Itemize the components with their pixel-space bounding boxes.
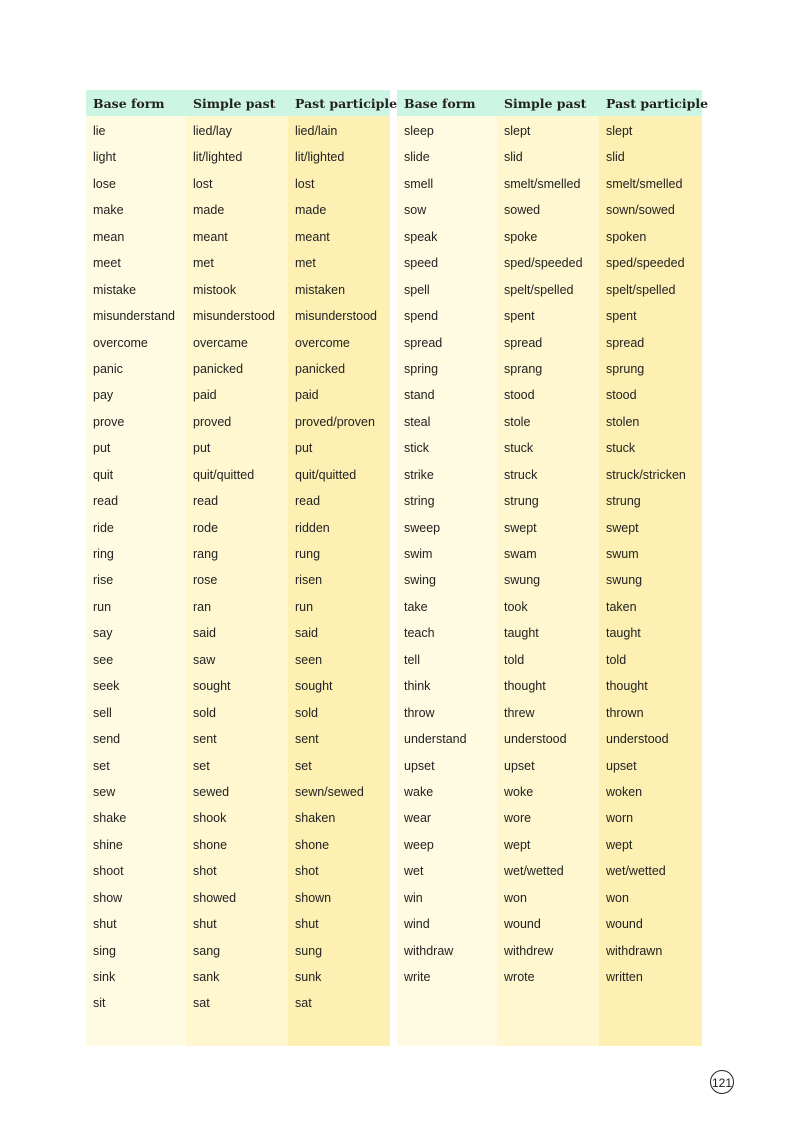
table-cell: prove [93, 414, 125, 429]
table-cell: smell [404, 176, 434, 191]
table-cell: shake [93, 811, 127, 826]
table-cell: swung [606, 573, 643, 588]
table-cell: thought [606, 679, 648, 694]
table-cell: misunderstood [295, 309, 377, 324]
table-cell: lied/lain [295, 124, 338, 138]
table-cell: stolen [606, 414, 640, 429]
table-cell: met [193, 256, 214, 271]
table-cell: made [295, 203, 327, 218]
table-cell: mistaken [295, 282, 346, 297]
table-cell: taught [606, 626, 641, 641]
table-cell: stood [606, 388, 637, 403]
table-cell: saw [193, 652, 216, 667]
table-cell: strung [504, 494, 539, 509]
column-base-form [86, 90, 186, 1046]
table-cell: sung [295, 943, 323, 958]
table-cell: told [606, 652, 627, 667]
table-cell: taught [504, 626, 539, 641]
table-cell: strung [606, 494, 641, 509]
table-cell: spent [606, 309, 637, 324]
table-cell: rode [193, 520, 219, 535]
table-cell: swing [404, 573, 436, 588]
table-cell: proved [193, 414, 232, 429]
table-cell: sown/sowed [606, 203, 675, 218]
table-cell: struck/stricken [606, 467, 686, 482]
table-cell: sink [93, 970, 116, 984]
table-cell: upset [606, 758, 637, 773]
table-cell: woken [606, 784, 643, 799]
table-cell: win [404, 890, 423, 905]
table-cell: misunderstood [193, 309, 275, 324]
table-cell: run [93, 599, 112, 614]
table-cell: seek [93, 679, 120, 694]
table-cell: stuck [606, 441, 636, 456]
header-simple-past: Simple past [186, 90, 288, 116]
table-cell: sped/speeded [606, 256, 685, 271]
table-cell: stole [504, 414, 531, 429]
table-cell: ring [93, 547, 114, 561]
table-cell: slid [606, 150, 625, 165]
table-cell: rose [193, 573, 218, 588]
table-cell: smelt/smelled [606, 176, 683, 191]
table-cell: shown [295, 890, 332, 905]
header-base-form: Base form [397, 90, 497, 116]
table-cell: write [404, 970, 431, 984]
table-cell: wet [404, 864, 424, 879]
table-cell: set [193, 758, 210, 773]
table-cell: wore [504, 811, 532, 826]
table-cell: withdrawn [606, 943, 663, 958]
table-cell: woke [504, 784, 534, 799]
table-cell: spring [404, 361, 439, 376]
table-cell: sow [404, 203, 427, 218]
table-cell: stand [404, 388, 435, 403]
table-cell: rung [295, 547, 321, 561]
table-cell: read [193, 494, 219, 509]
table-cell: said [295, 626, 318, 641]
table-cell: sweep [404, 520, 441, 535]
table-cell: struck [504, 467, 538, 482]
table-cell: understood [606, 732, 669, 747]
table-cell: string [404, 494, 435, 509]
table-cell: slid [504, 150, 523, 165]
table-cell: wound [606, 917, 643, 932]
table-cell: thought [504, 679, 546, 694]
header-base-form: Base form [86, 90, 186, 116]
table-cell: lit/lighted [193, 150, 243, 165]
table-cell: understand [404, 732, 467, 747]
table-cell: ran [193, 599, 212, 614]
table-cell: swim [404, 547, 433, 561]
verb-table-right [397, 90, 709, 1046]
table-cell: stuck [504, 441, 534, 456]
table-cell: withdrew [504, 943, 554, 958]
table-cell: lost [193, 176, 213, 191]
table-cell: rang [193, 547, 219, 561]
table-cell: spelt/spelled [504, 282, 574, 297]
table-cell: shot [193, 864, 217, 879]
table-cell: sold [295, 705, 318, 720]
header-past-participle: Past participle [288, 90, 390, 116]
table-cell: spread [606, 335, 645, 350]
table-cell: lost [295, 176, 315, 191]
column-past-participle [288, 90, 398, 1046]
table-cell: ride [93, 520, 114, 535]
table-cell: wet/wetted [504, 864, 564, 879]
table-cell: sprung [606, 361, 645, 376]
table-cell: threw [504, 705, 535, 720]
table-cell: shut [193, 917, 217, 932]
table-cell: met [295, 256, 316, 271]
table-cell: panicked [193, 361, 244, 376]
table-cell: sleep [404, 124, 434, 138]
table-cell: weep [404, 837, 434, 852]
table-cell: meant [193, 229, 228, 244]
table-cell: pay [93, 388, 114, 403]
table-cell: shone [295, 837, 330, 852]
table-cell: swept [504, 520, 537, 535]
table-cell: run [295, 599, 314, 614]
table-cell: swept [606, 520, 639, 535]
table-cell: set [295, 758, 312, 773]
table-cell: read [93, 494, 119, 509]
page-number: 121 [710, 1070, 734, 1094]
table-cell: shaken [295, 811, 336, 826]
table-cell: proved/proven [295, 414, 375, 429]
table-cell: sprang [504, 361, 543, 376]
table-cell: spelt/spelled [606, 282, 676, 297]
table-cell: mistook [193, 282, 237, 297]
column-simple-past [186, 90, 288, 1046]
header-past-participle: Past participle [599, 90, 702, 116]
table-cell: mean [93, 229, 125, 244]
table-cell: wake [404, 784, 434, 799]
table-cell: meant [295, 229, 330, 244]
table-cell: throw [404, 705, 435, 720]
table-cell: quit [93, 467, 114, 482]
table-cell: wind [404, 917, 430, 932]
table-cell: slept [606, 124, 633, 138]
table-cell: sing [93, 943, 116, 958]
table-cell: wound [504, 917, 541, 932]
table-cell: lit/lighted [295, 150, 345, 165]
table-cell: sew [93, 784, 116, 799]
table-cell: speed [404, 256, 439, 271]
table-cell: shot [295, 864, 319, 879]
table-cell: make [93, 203, 124, 218]
table-cell: wrote [504, 970, 535, 984]
table-cell: written [606, 970, 643, 984]
table-cell: sit [93, 996, 106, 1011]
table-cell: steal [404, 414, 431, 429]
table-cell: slept [504, 124, 531, 138]
column-base-form [397, 90, 497, 1046]
table-cell: spend [404, 309, 439, 324]
table-cell: wept [606, 837, 633, 852]
table-cell: stood [504, 388, 535, 403]
table-cell: spell [404, 282, 430, 297]
table-cell: tell [404, 652, 420, 667]
table-cell: shone [193, 837, 228, 852]
table-cell: spent [504, 309, 535, 324]
table-cell: showed [193, 890, 237, 905]
table-cell: light [93, 150, 116, 165]
table-cell: overcome [93, 335, 148, 350]
table-cell: sent [295, 732, 319, 747]
table-cell: send [93, 732, 121, 747]
table-cell: took [504, 599, 528, 614]
table-cell: rise [93, 573, 114, 588]
header-simple-past: Simple past [497, 90, 599, 116]
table-cell: sewn/sewed [295, 784, 364, 799]
table-cell: mistake [93, 282, 137, 297]
table-cell: stick [404, 441, 429, 456]
table-cell: swum [606, 547, 639, 561]
table-cell: sped/speeded [504, 256, 583, 271]
table-cell: thrown [606, 705, 644, 720]
table-cell: show [93, 890, 123, 905]
table-cell: sat [295, 996, 312, 1011]
table-cell: withdraw [404, 943, 454, 958]
table-cell: sang [193, 943, 221, 958]
table-cell: sent [193, 732, 217, 747]
table-cell: sought [295, 679, 333, 694]
table-cell: put [93, 441, 111, 456]
table-cell: misunderstand [93, 309, 175, 324]
table-cell: wear [404, 811, 432, 826]
table-cell: shook [193, 811, 227, 826]
table-cell: put [193, 441, 211, 456]
table-cell: worn [606, 811, 634, 826]
table-cell: spread [504, 335, 543, 350]
table-cell: shut [295, 917, 319, 932]
table-cell: lose [93, 176, 116, 191]
table-cell: put [295, 441, 313, 456]
table-cell: seen [295, 652, 323, 667]
table-cell: made [193, 203, 225, 218]
table-cell: lied/lay [193, 124, 232, 138]
table-cell: lie [93, 124, 106, 138]
table-cell: said [193, 626, 216, 641]
table-cell: meet [93, 256, 121, 271]
table-cell: wet/wetted [606, 864, 666, 879]
table-cell: sewed [193, 784, 230, 799]
table-cell: ridden [295, 520, 330, 535]
table-cell: won [606, 890, 629, 905]
table-cell: smelt/smelled [504, 176, 581, 191]
table-cell: upset [404, 758, 435, 773]
table-cell: swung [504, 573, 541, 588]
table-cell: sank [193, 970, 220, 984]
table-cell: sunk [295, 970, 322, 984]
table-cell: strike [404, 467, 434, 482]
table-cell: upset [504, 758, 535, 773]
table-cell: take [404, 599, 428, 614]
table-cell: sell [93, 705, 112, 720]
table-cell: quit/quitted [193, 467, 255, 482]
table-cell: paid [193, 388, 217, 403]
table-cell: sat [193, 996, 210, 1011]
table-cell: shoot [93, 864, 124, 879]
table-cell: overcome [295, 335, 350, 350]
table-cell: swam [504, 547, 537, 561]
table-cell: wept [504, 837, 531, 852]
table-cell: won [504, 890, 527, 905]
table-cell: say [93, 626, 113, 641]
column-simple-past [497, 90, 599, 1046]
verb-table-left [86, 90, 398, 1046]
table-cell: sought [193, 679, 231, 694]
table-cell: spoke [504, 229, 538, 244]
table-cell: spoken [606, 229, 647, 244]
table-cell: sold [193, 705, 216, 720]
table-cell: shut [93, 917, 117, 932]
table-cell: quit/quitted [295, 467, 357, 482]
table-cell: shine [93, 837, 123, 852]
table-cell: understood [504, 732, 567, 747]
table-cell: sowed [504, 203, 541, 218]
table-cell: teach [404, 626, 435, 641]
table-cell: told [504, 652, 525, 667]
table-cell: speak [404, 229, 438, 244]
table-cell: risen [295, 573, 323, 588]
table-cell: think [404, 679, 431, 694]
table-cell: set [93, 758, 110, 773]
table-cell: taken [606, 599, 637, 614]
table-cell: overcame [193, 335, 248, 350]
table-cell: paid [295, 388, 319, 403]
table-cell: slide [404, 150, 430, 165]
table-cell: panic [93, 361, 123, 376]
column-past-participle [599, 90, 709, 1046]
table-cell: spread [404, 335, 443, 350]
table-cell: see [93, 652, 114, 667]
table-cell: read [295, 494, 321, 509]
table-cell: panicked [295, 361, 346, 376]
